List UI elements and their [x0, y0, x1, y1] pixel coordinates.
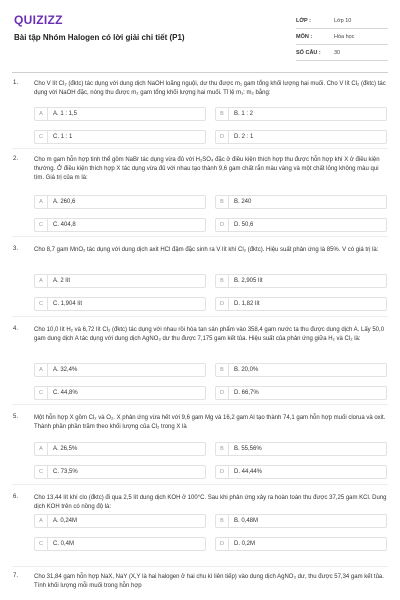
question-divider	[12, 566, 388, 567]
question-text: Cho 13,44 lít khí clo (đktc) đi qua 2,5 lít dung dịch KOH ở 100°C. Sau khi phản ứng xảy ra hoàn toàn thu được 37,25 gam KCl. Dung dịch KOH trên có nồng độ là:	[34, 495, 387, 510]
option-letter: C	[35, 219, 48, 231]
option-letter: D	[216, 387, 229, 399]
option-a[interactable]	[34, 442, 206, 456]
option-d[interactable]	[215, 386, 387, 400]
option-text: D. 50,6	[234, 222, 254, 228]
option-letter: B	[216, 196, 229, 208]
meta-row-count	[296, 45, 388, 61]
option-b[interactable]	[215, 107, 387, 121]
option-a[interactable]	[34, 274, 206, 288]
option-d[interactable]	[215, 130, 387, 144]
option-text: A. 32,4%	[53, 367, 78, 373]
option-letter: C	[35, 466, 48, 478]
meta-key: LỚP :	[296, 17, 311, 24]
question-text: Cho 31,84 gam hỗn hợp NaX, NaY (X,Y là hai halogen ở hai chu kì liên tiếp) vào dung dịch AgNO₃ dư, thu được 57,34 gam kết tủa. Tính khối lượng mỗi muối trong hỗn hợp	[34, 574, 384, 589]
option-c[interactable]	[34, 130, 206, 144]
option-letter: A	[35, 364, 48, 376]
option-a[interactable]	[34, 107, 206, 121]
option-letter: B	[216, 364, 229, 376]
option-letter: C	[35, 538, 48, 550]
question-6	[0, 494, 400, 564]
option-b[interactable]	[215, 363, 387, 377]
meta-row-subject	[296, 29, 388, 45]
meta-value: Lớp 10	[334, 17, 352, 24]
question-text: Một hỗn hợp X gồm Cl₂ và O₂. X phản ứng vừa hết với 9,6 gam Mg và 16,2 gam Al tạo thành 74,1 gam hỗn hợp muối clorua và oxit. Thành phần phần trăm theo khối lượng của Cl₂ trong X là	[34, 415, 386, 430]
question-5	[0, 414, 400, 494]
option-text: A. 0,24M	[53, 518, 78, 524]
question-divider	[12, 404, 388, 405]
option-text: C. 44,8%	[53, 390, 78, 396]
option-text: A. 260,6	[53, 199, 76, 205]
option-d[interactable]	[215, 465, 387, 479]
question-text: Cho m gam hỗn hợp tinh thể gồm NaBr tác dụng vừa đủ với H₂SO₄ đặc ở điều kiện thích hợp thu được hỗn hợp khí X ở điều kiện thường. Ở điều kiện thích hợp X tác dụng vừa đủ với nhau tạo thành 9,6 gam chất rắn màu vàng và một chất lỏng không màu qui tím. Giá trị của m là:	[34, 157, 380, 181]
option-letter: B	[216, 515, 229, 527]
option-text: B. 20,0%	[234, 367, 259, 373]
option-text: C. 404,8	[53, 222, 76, 228]
option-letter: D	[216, 131, 229, 143]
question-number: 5.	[13, 414, 19, 420]
option-letter: A	[35, 515, 48, 527]
question-number: 7.	[13, 573, 19, 579]
option-text: D. 0,2M	[234, 541, 256, 547]
option-letter: B	[216, 275, 229, 287]
option-text: D. 1,82 lít	[234, 301, 260, 307]
option-text: C. 0,4M	[53, 541, 75, 547]
option-text: A. 26,5%	[53, 446, 78, 452]
option-letter: B	[216, 108, 229, 120]
option-d[interactable]	[215, 537, 387, 551]
option-letter: A	[35, 443, 48, 455]
question-text: Cho 8,7 gam MnO₂ tác dụng với dung dịch axit HCl đậm đặc sinh ra V lít khí Cl₂ (đktc). Hiệu suất phản ứng là 85%. V có giá trị là:	[34, 247, 379, 253]
question-number: 4.	[13, 326, 19, 332]
option-letter: C	[35, 387, 48, 399]
option-text: D. 66,7%	[234, 390, 259, 396]
question-2	[0, 156, 400, 246]
option-letter: C	[35, 131, 48, 143]
option-c[interactable]	[34, 297, 206, 311]
option-text: D. 2 : 1	[234, 134, 254, 140]
question-divider	[12, 148, 388, 149]
option-d[interactable]	[215, 297, 387, 311]
meta-table	[296, 13, 388, 61]
option-text: B. 2,905 lít	[234, 278, 263, 284]
document-header	[0, 0, 400, 68]
option-a[interactable]	[34, 514, 206, 528]
option-b[interactable]	[215, 274, 387, 288]
option-text: A. 2 lít	[53, 278, 71, 284]
meta-value: 30	[334, 49, 341, 56]
option-text: C. 1 : 1	[53, 134, 73, 140]
question-number: 3.	[13, 246, 19, 252]
option-c[interactable]	[34, 465, 206, 479]
option-letter: A	[35, 108, 48, 120]
option-text: B. 55,56%	[234, 446, 262, 452]
option-c[interactable]	[34, 386, 206, 400]
question-divider	[12, 484, 388, 485]
option-text: A. 1 : 1,5	[53, 111, 78, 117]
meta-row-class	[296, 13, 388, 29]
option-letter: D	[216, 538, 229, 550]
option-text: B. 240	[234, 199, 252, 205]
option-text: D. 44,44%	[234, 469, 263, 475]
option-a[interactable]	[34, 195, 206, 209]
option-b[interactable]	[215, 514, 387, 528]
question-divider	[12, 316, 388, 317]
option-text: C. 73,5%	[53, 469, 78, 475]
option-letter: D	[216, 466, 229, 478]
option-letter: B	[216, 443, 229, 455]
question-4	[0, 326, 400, 416]
option-letter: D	[216, 298, 229, 310]
question-divider	[12, 236, 388, 237]
option-c[interactable]	[34, 537, 206, 551]
question-text: Cho V lít Cl₂ (đktc) tác dụng với dung dịch NaOH loãng nguội, dư thu được m₁ gam tổng khối lượng hai muối. Cho V lít Cl₂ (đktc) tác dụng với NaOH đặc, nóng thu được m₂ gam tổng khối lượng hai muối. Tỉ lệ m₁: m₂ bằng:	[34, 81, 386, 96]
header-divider	[12, 72, 388, 73]
question-number: 2.	[13, 156, 19, 162]
page-title: Bài tập Nhóm Halogen có lời giải chi tiết (P1)	[14, 33, 185, 42]
option-d[interactable]	[215, 218, 387, 232]
option-letter: D	[216, 219, 229, 231]
option-text: B. 0,48M	[234, 518, 259, 524]
option-letter: A	[35, 196, 48, 208]
option-text: C. 1,904 lít	[53, 301, 83, 307]
option-b[interactable]	[215, 442, 387, 456]
question-3	[0, 246, 400, 326]
quizizz-logo: QUIZIZZ	[14, 13, 63, 27]
meta-value: Hóa học	[334, 33, 355, 40]
question-7	[0, 573, 400, 600]
option-b[interactable]	[215, 195, 387, 209]
question-number: 6.	[13, 494, 19, 500]
question-text: Cho 10,0 lít H₂ và 6,72 lít Cl₂ (đktc) tác dụng với nhau rồi hòa tan sản phẩm vào 358,4 gam nước ta thu được dung dịch A. Lấy 50,0 gam dung dịch A tác dụng với dung dịch AgNO₃ dư thu được 7,175 gam kết tủa. Hiệu suất của phản ứng giữa H₂ và Cl₂ là:	[34, 327, 385, 342]
meta-key: MÔN :	[296, 33, 313, 40]
option-text: B. 1 : 2	[234, 111, 254, 117]
question-number: 1.	[13, 80, 19, 86]
option-a[interactable]	[34, 363, 206, 377]
option-letter: C	[35, 298, 48, 310]
option-c[interactable]	[34, 218, 206, 232]
option-letter: A	[35, 275, 48, 287]
meta-key: SỐ CÂU :	[296, 49, 321, 56]
